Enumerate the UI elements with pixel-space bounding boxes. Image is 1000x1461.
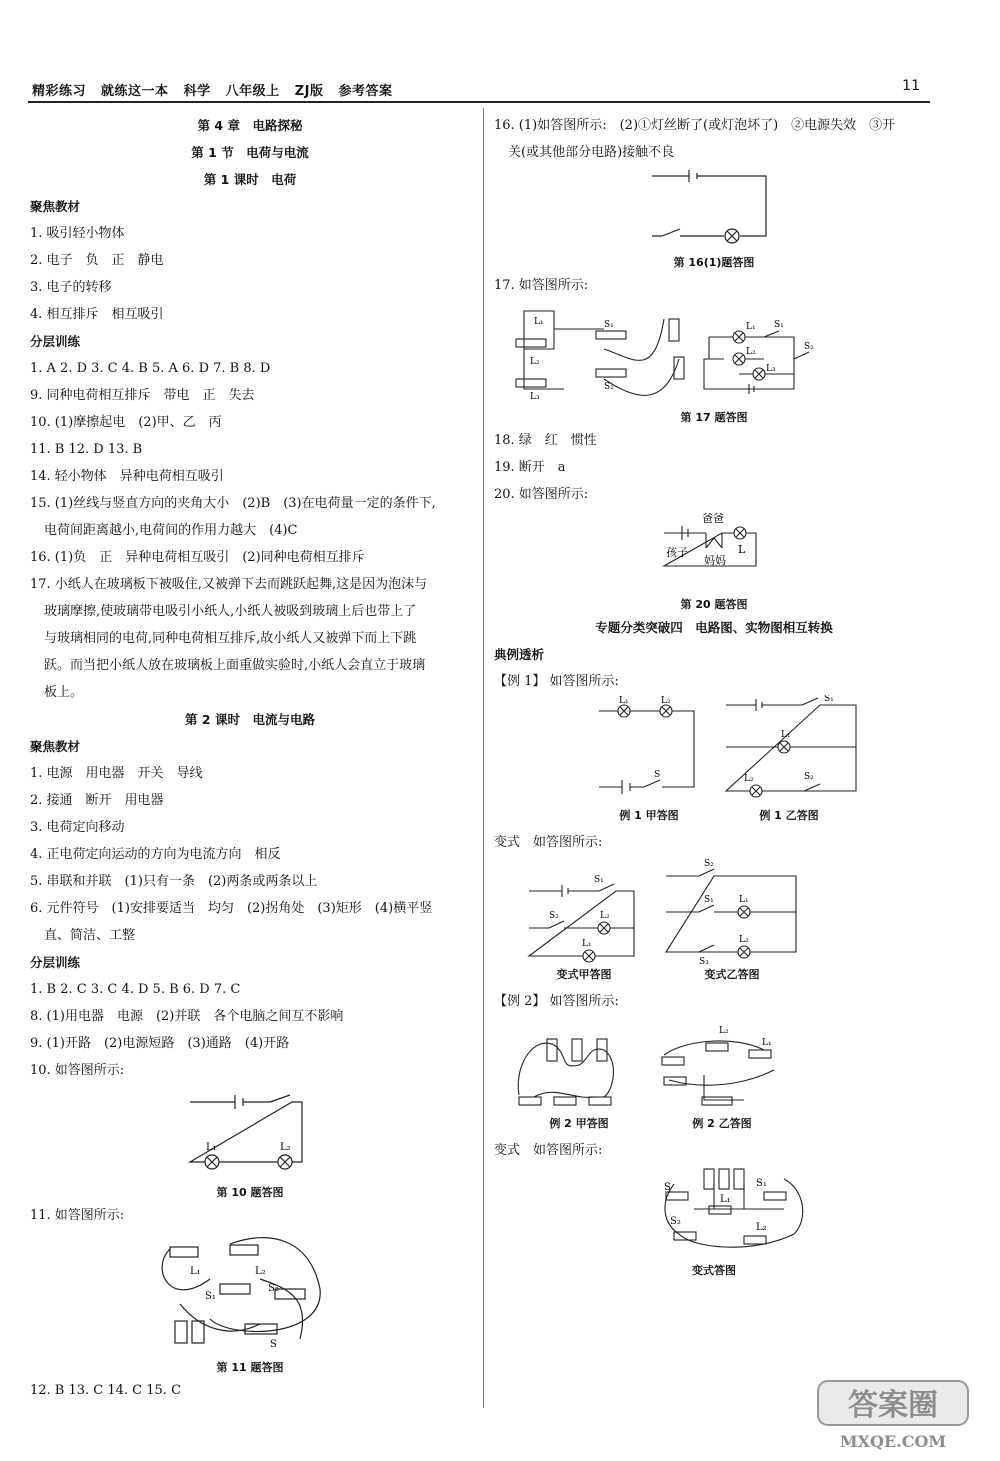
circuit-diagram (494, 508, 934, 596)
answer-line: 5. 串联和并联 (1)只有一条 (2)两条或两条以上 (30, 874, 318, 889)
figure-caption: 例 2 甲答图 (549, 1117, 609, 1130)
figure-17 (494, 299, 934, 409)
component-label: L₃ (530, 392, 540, 402)
drill-heading: 分层训练 (30, 334, 81, 349)
answer-line: 14. 轻小物体 异种电荷相互吸引 (30, 469, 224, 484)
answer-line: 【例 2】 如答图所示: (494, 994, 619, 1009)
answer-line: 【例 1】 如答图所示: (494, 674, 619, 689)
answer-line: 9. 同种电荷相互排斥 带电 正 失去 (30, 388, 255, 403)
figure-caption: 变式甲答图 (556, 968, 612, 981)
component-label: L₂ (661, 696, 671, 706)
component-label: L₁ (190, 1266, 201, 1277)
answer-line: 跃。而当把小纸人放在玻璃板上面重做实验时,小纸人会直立于玻璃 (44, 658, 426, 673)
answer-line: 4. 相互排斥 相互吸引 (30, 307, 164, 322)
figure-caption: 第 16(1)题答图 (673, 256, 755, 269)
component-label: 爸爸 (702, 512, 724, 525)
circuit-diagram (494, 695, 934, 807)
component-label: S₂ (670, 1216, 681, 1227)
lesson-title: 第 2 课时 电流与电路 (185, 712, 315, 727)
circuit-photo-sketch (494, 1164, 934, 1262)
column-divider (483, 108, 484, 1408)
answer-line: 玻璃摩擦,使玻璃带电吸引小纸人,小纸人被吸到玻璃上后也带上了 (44, 604, 417, 619)
answer-line: 20. 如答图所示: (494, 487, 589, 502)
component-label: L₂ (600, 911, 610, 921)
figure-caption: 第 10 题答图 (216, 1186, 284, 1199)
component-label: L₁ (746, 322, 756, 332)
component-label: S₂ (804, 772, 814, 782)
answer-line: 1. 电源 用电器 开关 导线 (30, 766, 203, 781)
component-label: S₁ (824, 695, 834, 704)
answer-line: 8. (1)用电器 电源 (2)并联 各个电脑之间互不影响 (30, 1009, 344, 1024)
section-heading: 典例透析 (494, 647, 545, 662)
component-label: S (654, 770, 661, 780)
component-label: S₁ (604, 320, 614, 330)
component-label: S₂ (268, 1283, 279, 1294)
figure-caption: 第 20 题答图 (680, 598, 748, 611)
answer-line: 16. (1)负 正 异种电荷相互吸引 (2)同种电荷相互排斥 (30, 550, 365, 565)
answer-line: 与玻璃相同的电荷,同种电荷相互排斥,故小纸人又被弹下而上下跳 (44, 631, 417, 646)
answer-line: 1. B 2. C 3. C 4. D 5. B 6. D 7. C (30, 982, 241, 997)
answer-line: 变式 如答图所示: (494, 835, 603, 850)
figure-10 (30, 1084, 470, 1184)
figure-caption: 第 11 题答图 (216, 1361, 284, 1374)
circuit-diagram (494, 856, 934, 966)
component-label: L₁ (534, 317, 544, 327)
component-label: S₂ (804, 342, 814, 352)
answer-line: 19. 断开 a (494, 460, 566, 475)
circuit-photo-sketch (494, 1015, 934, 1115)
page-header (28, 76, 928, 100)
answer-line: 10. 如答图所示: (30, 1063, 125, 1078)
component-label: L₁ (582, 939, 592, 949)
header-item: 八年级上 (225, 84, 280, 99)
figure-caption: 变式乙答图 (704, 968, 760, 981)
component-label: L₁ (762, 1038, 772, 1048)
answer-line: 2. 电子 负 正 静电 (30, 253, 164, 268)
figure-11 (30, 1229, 470, 1359)
answer-line: 9. (1)开路 (2)电源短路 (3)通路 (4)开路 (30, 1036, 290, 1051)
figure-ex2 (494, 1015, 934, 1115)
watermark-logo-icon (810, 1373, 980, 1453)
header-item: 就练这一本 (101, 84, 169, 99)
answer-line: 11. B 12. D 13. B (30, 442, 143, 457)
component-label: S₂ (704, 859, 714, 869)
component-label: 孩子 (666, 546, 688, 559)
component-label: S₃ (699, 957, 709, 966)
figure-16 (494, 166, 934, 254)
watermark-url: MXQE.COM (839, 1432, 947, 1451)
topic-title: 专题分类突破四 电路图、实物图相互转换 (595, 620, 833, 635)
caption-row (494, 1115, 934, 1137)
figure-var1 (494, 856, 934, 966)
component-label: L₂ (719, 1026, 729, 1036)
answer-line: 12. B 13. C 14. C 15. C (30, 1383, 182, 1398)
component-label: L₂ (739, 935, 749, 945)
component-label: 妈妈 (704, 554, 726, 567)
component-label: L₂ (530, 357, 540, 367)
component-label: L₂ (255, 1266, 266, 1277)
caption-row (494, 807, 934, 829)
answer-line: 板上。 (44, 685, 84, 700)
component-label: L₂ (744, 774, 754, 784)
answer-line: 17. 小纸人在玻璃板下被吸住,又被弹下去而跳跃起舞,这是因为泡沫与 (30, 577, 428, 592)
header-item: 科学 (183, 84, 211, 99)
lesson-title: 第 1 课时 电荷 (203, 172, 297, 187)
component-label: L₃ (766, 364, 776, 374)
caption-row (494, 966, 934, 988)
watermark-logo-text: 答案圈 (848, 1388, 938, 1423)
answer-line: 直、简洁、工整 (44, 928, 136, 943)
component-label: L₁ (619, 696, 629, 706)
answer-line: 2. 接通 断开 用电器 (30, 793, 164, 808)
answer-line: 1. 吸引轻小物体 (30, 226, 125, 241)
component-label: S₁ (594, 875, 604, 885)
component-label: L₁ (739, 895, 749, 905)
answer-line: 电荷间距离越小,电荷间的作用力越大 (4)C (44, 523, 298, 538)
circuit-photo-sketch (30, 1229, 470, 1359)
figure-caption: 第 17 题答图 (680, 411, 748, 424)
component-label: S₂ (604, 382, 614, 392)
circuit-diagram (30, 1084, 470, 1184)
circuit-diagram (494, 299, 934, 409)
drill-heading: 分层训练 (30, 955, 81, 970)
answer-line: 15. (1)丝线与竖直方向的夹角大小 (2)B (3)在电荷量一定的条件下, (30, 496, 436, 511)
focus-heading: 聚焦教材 (30, 739, 81, 754)
component-label: S₁ (756, 1178, 767, 1189)
header-item: 参考答案 (338, 84, 393, 99)
lamp-label: L₁ (206, 1142, 217, 1153)
figure-caption: 变式答图 (692, 1264, 736, 1277)
component-label: L₂ (746, 347, 756, 357)
answer-line: 1. A 2. D 3. C 4. B 5. A 6. D 7. B 8. D (30, 361, 271, 376)
answer-line: 3. 电荷定向移动 (30, 820, 125, 835)
answer-line: 6. 元件符号 (1)安排要适当 均匀 (2)拐角处 (3)矩形 (4)横平竖 (30, 901, 433, 916)
watermark (810, 1373, 980, 1453)
answer-line: 16. (1)如答图所示: (2)①灯丝断了(或灯泡坏了) ②电源失效 ③开 (494, 118, 896, 133)
component-label: L (738, 543, 746, 556)
figure-20 (494, 508, 934, 596)
component-label: S (270, 1339, 277, 1350)
header-rule (28, 101, 930, 103)
section-title: 第 1 节 电荷与电流 (191, 145, 309, 160)
answer-line: 17. 如答图所示: (494, 278, 589, 293)
figure-var2 (494, 1164, 934, 1262)
figure-caption: 例 1 甲答图 (619, 809, 679, 822)
component-label: S₁ (205, 1291, 216, 1302)
component-label: L₁ (781, 730, 791, 740)
header-item: 精彩练习 (32, 84, 87, 99)
component-label: L₂ (756, 1222, 767, 1233)
lamp-label: L₂ (280, 1142, 291, 1153)
left-column (30, 112, 470, 1404)
chapter-title: 第 4 章 电路探秘 (197, 118, 303, 133)
answer-line: 4. 正电荷定向运动的方向为电流方向 相反 (30, 847, 281, 862)
circuit-diagram (494, 166, 934, 254)
focus-heading: 聚焦教材 (30, 199, 81, 214)
answer-line: 11. 如答图所示: (30, 1208, 125, 1223)
right-column (494, 112, 934, 1280)
figure-caption: 例 2 乙答图 (692, 1117, 752, 1130)
component-label: S₂ (549, 911, 559, 921)
answer-line: 3. 电子的转移 (30, 280, 112, 295)
header-item: ZJ版 (294, 84, 324, 99)
answer-line: 10. (1)摩擦起电 (2)甲、乙 丙 (30, 415, 222, 430)
answer-line: 变式 如答图所示: (494, 1143, 603, 1158)
component-label: L₁ (720, 1194, 731, 1205)
page-number: 11 (902, 78, 920, 94)
component-label: S (664, 1182, 671, 1193)
answer-line: 18. 绿 红 惯性 (494, 433, 597, 448)
component-label: S₁ (704, 895, 714, 905)
component-label: S₁ (774, 320, 784, 330)
answer-line: 关(或其他部分电路)接触不良 (508, 145, 675, 160)
figure-ex1 (494, 695, 934, 807)
figure-caption: 例 1 乙答图 (759, 809, 819, 822)
header-title (32, 80, 403, 99)
